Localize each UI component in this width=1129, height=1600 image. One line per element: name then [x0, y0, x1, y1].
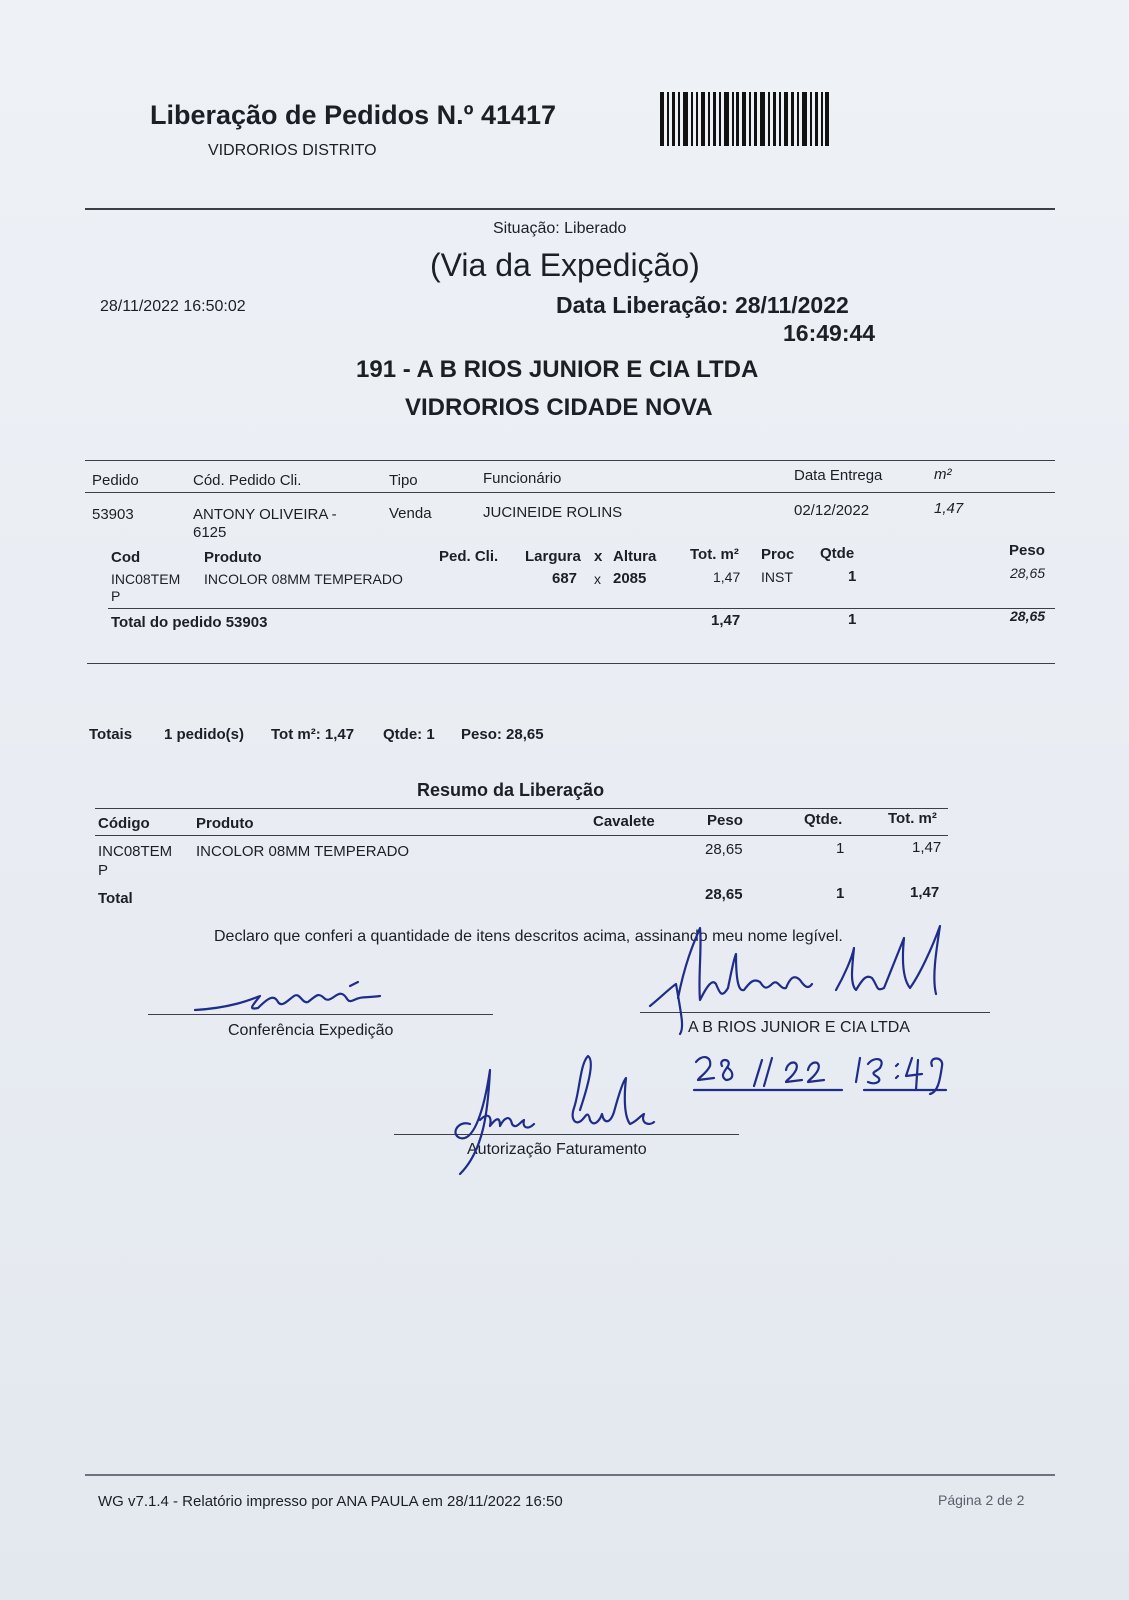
order-total-qtde: 1 [848, 611, 857, 628]
item-header-tot-m2: Tot. m² [690, 546, 739, 563]
order-number: 53903 [92, 506, 134, 523]
item-header-altura: Altura [613, 548, 657, 565]
summary-header-line [95, 835, 948, 836]
summary-qtde: 1 [836, 840, 845, 857]
totals-label: Totais [89, 726, 133, 743]
item-header-ped-cli: Ped. Cli. [439, 548, 499, 565]
totals-orders: 1 pedido(s) [164, 726, 245, 743]
handwritten-signature-autorizacao [440, 1050, 670, 1180]
item-header-produto: Produto [204, 549, 262, 566]
order-client-code-cont: 6125 [193, 524, 227, 541]
summary-code: INC08TEM [98, 843, 173, 860]
summary-total-tot-m2: 1,47 [910, 884, 940, 901]
header-divider [85, 208, 1055, 210]
item-total-line [108, 608, 1055, 609]
order-employee: JUCINEIDE ROLINS [483, 504, 623, 521]
item-dimension-x: x [594, 571, 601, 587]
order-client-code: ANTONY OLIVEIRA - [193, 506, 337, 523]
footer-printed-by: WG v7.1.4 - Relatório impresso por ANA PAULA em 28/11/2022 16:50 [98, 1493, 563, 1510]
item-tot-m2: 1,47 [713, 569, 741, 585]
item-header-largura: Largura [525, 548, 581, 565]
totals-qtde: Qtde: 1 [383, 726, 435, 743]
release-time: 16:49:44 [783, 320, 876, 346]
item-product: INCOLOR 08MM TEMPERADO [204, 571, 403, 587]
document-title: Liberação de Pedidos N.º 41417 [150, 100, 557, 130]
client-branch: VIDRORIOS CIDADE NOVA [405, 394, 713, 421]
order-table-top-line [85, 460, 1055, 461]
summary-code-cont: P [98, 862, 109, 879]
item-proc: INST [761, 569, 793, 585]
order-situation: Situação: Liberado [493, 220, 627, 237]
client-name: 191 - A B RIOS JUNIOR E CIA LTDA [356, 356, 759, 383]
item-peso: 28,65 [1010, 565, 1046, 581]
order-delivery-date: 02/12/2022 [794, 502, 870, 519]
order-table-bottom-line [87, 663, 1055, 664]
summary-top-line [95, 808, 948, 809]
summary-header-tot-m2: Tot. m² [888, 810, 937, 827]
signature-label-cliente: A B RIOS JUNIOR E CIA LTDA [688, 1019, 910, 1036]
order-total-label: Total do pedido 53903 [111, 614, 268, 631]
handwritten-signature-cliente [640, 918, 970, 1048]
item-header-x: x [594, 548, 603, 565]
order-type: Venda [389, 505, 432, 522]
totals-peso: Peso: 28,65 [461, 726, 544, 743]
summary-header-peso: Peso [707, 812, 743, 829]
item-width: 687 [552, 570, 578, 587]
handwritten-date [692, 1050, 962, 1100]
item-header-peso: Peso [1009, 542, 1045, 559]
release-date: Data Liberação: 28/11/2022 [556, 292, 849, 318]
company-name: VIDRORIOS DISTRITO [208, 142, 377, 159]
item-header-qtde: Qtde [820, 545, 855, 562]
summary-header-codigo: Código [98, 815, 150, 832]
summary-total-label: Total [98, 890, 133, 907]
summary-header-qtde: Qtde. [804, 811, 843, 828]
summary-header-cavalete: Cavalete [593, 813, 655, 830]
order-total-m2: 1,47 [711, 612, 741, 629]
footer-page-number: Página 2 de 2 [938, 1492, 1025, 1508]
footer-divider [85, 1474, 1055, 1476]
col-header-cod-pedido-cli: Cód. Pedido Cli. [193, 472, 302, 489]
order-m2: 1,47 [934, 500, 964, 517]
summary-title: Resumo da Liberação [417, 780, 605, 800]
item-header-cod: Cod [111, 549, 141, 566]
summary-total-peso: 28,65 [705, 886, 743, 903]
order-header-line [85, 492, 1055, 493]
summary-total-qtde: 1 [836, 885, 845, 902]
summary-header-produto: Produto [196, 815, 254, 832]
order-total-peso: 28,65 [1010, 608, 1046, 624]
item-code-cont: P [111, 588, 121, 604]
item-code: INC08TEM [111, 571, 181, 587]
declaration-text: Declaro que conferi a quantidade de itens descritos acima, assinando meu nome legível. [214, 928, 843, 945]
col-header-m2: m² [934, 466, 952, 483]
item-height: 2085 [613, 570, 647, 587]
col-header-tipo: Tipo [389, 472, 418, 489]
printed-timestamp: 28/11/2022 16:50:02 [100, 298, 246, 315]
signature-label-autorizacao: Autorização Faturamento [467, 1141, 647, 1158]
summary-peso: 28,65 [705, 841, 743, 858]
barcode [660, 92, 830, 146]
summary-product: INCOLOR 08MM TEMPERADO [196, 843, 410, 860]
totals-m2: Tot m²: 1,47 [271, 726, 355, 743]
item-header-proc: Proc [761, 546, 795, 563]
copy-label: (Via da Expedição) [430, 247, 700, 283]
signature-label-conferencia: Conferência Expedição [228, 1022, 394, 1039]
handwritten-signature-conferencia [190, 978, 400, 1018]
item-qtde: 1 [848, 568, 857, 585]
summary-tot-m2: 1,47 [912, 839, 942, 856]
col-header-pedido: Pedido [92, 472, 139, 489]
col-header-data-entrega: Data Entrega [794, 467, 883, 484]
col-header-funcionario: Funcionário [483, 470, 562, 487]
